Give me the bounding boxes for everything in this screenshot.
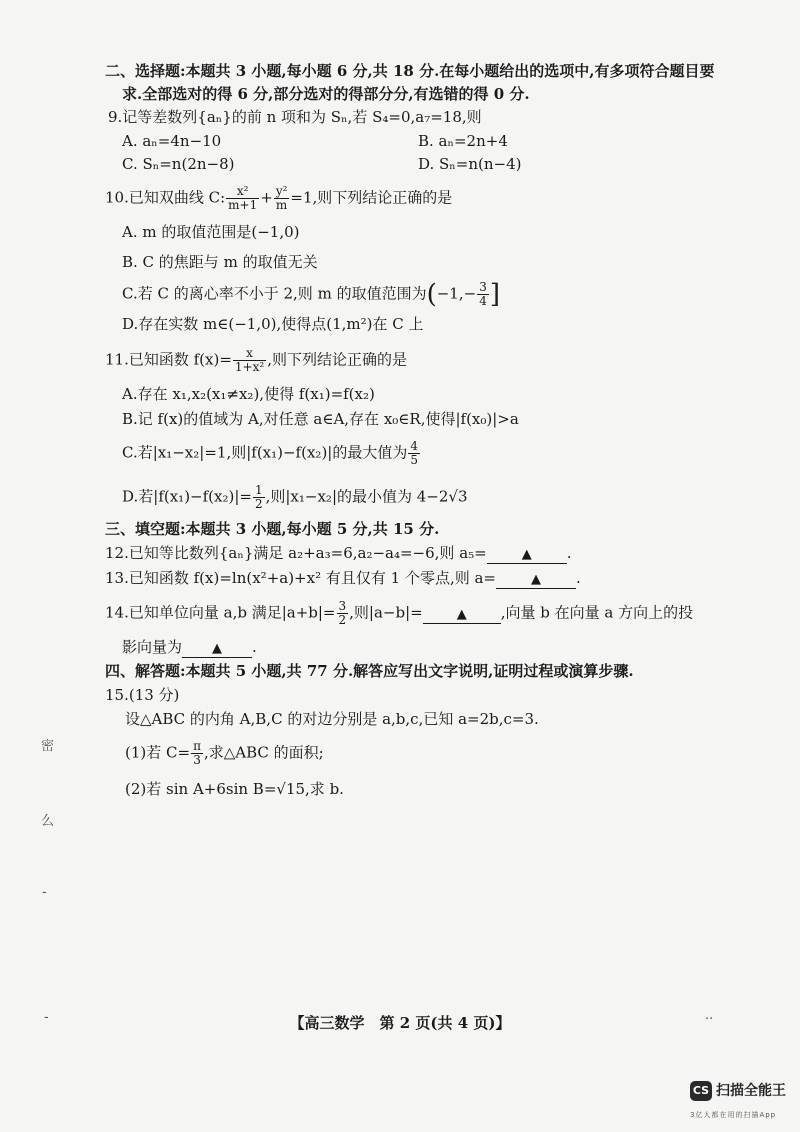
q11-option-c-text: C.若|x₁−x₂|=1,则|f(x₁)−f(x₂)|的最大值为 [122, 443, 408, 462]
q11-option-b: B.记 f(x)的值域为 A,对任意 a∈A,存在 x₀∈R,使得|f(x₀)|>a [122, 410, 519, 428]
q10-option-c-fraction-den: 4 [479, 294, 487, 308]
q15-part-1-post: ,求△ABC 的面积; [203, 743, 324, 762]
q10-option-a: A. m 的取值范围是(−1,0) [122, 223, 300, 241]
q13-period: . [576, 569, 581, 587]
q10-plus: + [260, 188, 273, 207]
q14-line-1 [105, 600, 693, 627]
q14-answer-blank-1[interactable]: ▲ [423, 607, 501, 624]
q10-option-c [122, 281, 500, 308]
q10-fraction-2-den: m [275, 198, 288, 212]
margin-mark-4: - [44, 1010, 49, 1025]
q12-period: . [566, 544, 572, 562]
q11-option-d-fraction [253, 484, 265, 511]
q14-text-post: ,向量 b 在向量 a 方向上的投 [500, 603, 694, 622]
q10-option-c-fraction [477, 281, 489, 308]
margin-mark-3: - [42, 885, 47, 900]
q11-option-c [122, 440, 421, 467]
section-4-heading: 四、解答题:本题共 5 小题,共 77 分.解答应写出文字说明,证明过程或演算步骤. [105, 662, 634, 680]
q11-option-d-pre: D.若|f(x₁)−f(x₂)|= [122, 487, 252, 506]
q10-option-c-text: C.若 C 的离心率不小于 2,则 m 的取值范围为 [122, 284, 427, 303]
section-3-heading: 三、填空题:本题共 3 小题,每小题 5 分,共 15 分. [105, 520, 440, 538]
q11-option-d [122, 484, 468, 511]
page-footer: 【高三数学 第 2 页(共 4 页)】 [289, 1014, 511, 1032]
section-2-heading-line-2: 求.全部选对的得 6 分,部分选对的得部分分,有选错的得 0 分. [122, 85, 530, 103]
q10-option-b: B. C 的焦距与 m 的取值无关 [122, 253, 318, 271]
q10-fraction-1-num: x² [226, 185, 259, 199]
q15-stem: 设△ABC 的内角 A,B,C 的对边分别是 a,b,c,已知 a=2b,c=3. [125, 710, 539, 728]
q9-stem: 9.记等差数列{aₙ}的前 n 项和为 Sₙ,若 S₄=0,a₇=18,则 [108, 108, 482, 126]
q14-line-2-text: 影向量为 [122, 638, 183, 656]
q14-fraction [337, 600, 349, 627]
camscanner-name: 扫描全能王 [716, 1083, 786, 1099]
q11-fraction [233, 347, 266, 374]
q10-stem-post: =1,则下列结论正确的是 [290, 188, 453, 207]
q12-text: 12.已知等比数列{aₙ}满足 a₂+a₃=6,a₂−a₄=−6,则 a₅= [105, 544, 487, 562]
q10-option-c-interval: −1,− [436, 284, 477, 303]
q11-stem-post: ,则下列结论正确的是 [267, 350, 407, 369]
margin-mark-5: ·· [705, 1012, 714, 1027]
section-2-heading-line-1: 二、选择题:本题共 3 小题,每小题 6 分,共 18 分.在每小题给出的选项中,有多项符合题目要 [105, 62, 715, 80]
q10-fraction-2-num: y² [275, 184, 288, 198]
q11-option-c-fraction-den: 5 [410, 453, 418, 467]
camscanner-logo-icon: CS [690, 1081, 712, 1101]
q14-line-2 [122, 637, 257, 658]
q15-part-1-fraction-num: π [193, 739, 201, 753]
q10-option-c-bracket-open: ( [426, 279, 437, 310]
q13-answer-blank[interactable]: ▲ [496, 572, 576, 589]
q11-option-c-fraction-num: 4 [410, 439, 418, 453]
q14-fraction-den: 2 [338, 613, 347, 627]
q15-part-1 [125, 740, 324, 767]
q11-fraction-den: 1+x² [234, 360, 265, 374]
q15-part-1-fraction-den: 3 [193, 753, 201, 767]
q10-stem-pre: 10.已知双曲线 C: [105, 188, 226, 207]
q14-answer-blank-2[interactable]: ▲ [182, 641, 252, 658]
q12 [105, 543, 572, 564]
q11-fraction-num: x [233, 347, 266, 361]
q10-option-d: D.存在实数 m∈(−1,0),使得点(1,m²)在 C 上 [122, 315, 424, 333]
q11-option-c-fraction [408, 440, 420, 467]
q15-part-1-pre: (1)若 C= [125, 743, 191, 762]
q14-fraction-num: 3 [338, 599, 347, 613]
camscanner-slogan: 3亿人都在用的扫描App [690, 1111, 777, 1119]
q15-number: 15.(13 分) [105, 686, 180, 704]
q14-line-2-period: . [252, 638, 257, 656]
q9-option-a: A. aₙ=4n−10 [122, 132, 222, 150]
q14-text-pre: 14.已知单位向量 a,b 满足|a+b|= [105, 603, 336, 622]
q10-fraction-2 [274, 185, 290, 212]
q10-stem [105, 185, 452, 212]
q11-option-a: A.存在 x₁,x₂(x₁≠x₂),使得 f(x₁)=f(x₂) [122, 385, 375, 403]
margin-mark-2: 么 [41, 814, 55, 829]
q9-option-d: D. Sₙ=n(n−4) [418, 155, 522, 173]
q10-option-c-bracket-close: ] [489, 279, 500, 310]
q15-part-2: (2)若 sin A+6sin B=√15,求 b. [125, 780, 344, 798]
q13-text: 13.已知函数 f(x)=ln(x²+a)+x² 有且仅有 1 个零点,则 a= [105, 569, 496, 587]
q10-option-c-fraction-num: 3 [479, 280, 487, 294]
q11-option-d-post: ,则|x₁−x₂|的最小值为 4−2√3 [265, 487, 468, 506]
q9-option-c: C. Sₙ=n(2n−8) [122, 155, 235, 173]
q9-option-b: B. aₙ=2n+4 [418, 132, 508, 150]
q15-part-1-fraction [191, 740, 203, 767]
q12-answer-blank[interactable]: ▲ [487, 547, 567, 564]
q11-stem [105, 347, 407, 374]
q14-text-mid: ,则|a−b|= [349, 603, 423, 622]
q11-option-d-fraction-num: 1 [254, 483, 263, 497]
margin-mark-1: 密 [41, 739, 55, 754]
q13 [105, 568, 581, 589]
q11-option-d-fraction-den: 2 [254, 497, 263, 511]
q11-stem-pre: 11.已知函数 f(x)= [105, 350, 232, 369]
q10-fraction-1-den: m+1 [228, 198, 258, 212]
q10-fraction-1 [226, 185, 259, 212]
